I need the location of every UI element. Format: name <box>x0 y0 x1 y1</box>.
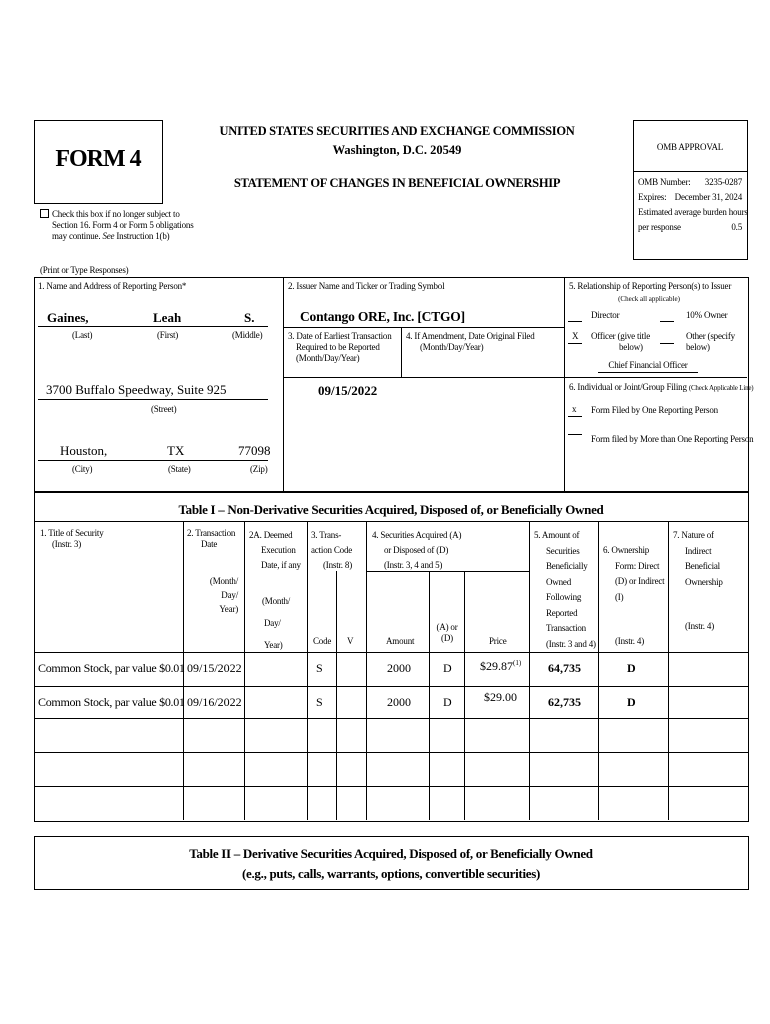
row-ownership-form[interactable]: D <box>627 695 636 709</box>
ten-pct-label: 10% Owner <box>686 310 728 320</box>
omb-burden-label-2: per response <box>638 222 681 232</box>
col-owned-header: 5. Amount of Securities Beneficially Owned Following Reported Transaction (Instr. 3 and 4) <box>534 530 596 649</box>
row-acquired-disposed[interactable]: D <box>443 661 452 675</box>
filing-more-person: Form filed by More than One Reporting Person <box>591 434 754 444</box>
earliest-date-label: 3. Date of Earliest Transaction Required to be Reported (Month/Day/Year) <box>288 331 392 363</box>
col-acquired-header: 4. Securities Acquired (A) or Disposed of (D) (Instr. 3, 4 and 5) <box>372 530 462 570</box>
table-two-subtitle: (e.g., puts, calls, warrants, options, convertible securities) <box>241 866 541 881</box>
middle-label: (Middle) <box>232 330 263 340</box>
issuer-name[interactable]: Contango ORE, Inc. [CTGO] <box>300 309 465 324</box>
col-code-sub: Code <box>313 636 332 646</box>
officer-mark[interactable]: X <box>572 331 579 341</box>
street-label: (Street) <box>151 404 177 414</box>
agency-location: Washington, D.C. 20549 <box>332 143 462 157</box>
row-code[interactable]: S <box>316 661 323 675</box>
officer-label: Officer (give title below) <box>591 331 651 352</box>
reporting-person-first[interactable]: Leah <box>153 310 182 325</box>
row-price[interactable]: $29.87$^{(1)}$ <box>480 659 522 673</box>
reporting-person-street[interactable]: 3700 Buffalo Speedway, Suite 925 <box>46 382 227 397</box>
relationship-sublabel: (Check all applicable) <box>618 295 680 303</box>
no-longer-subject-checkbox-text: Check this box if no longer subject to Section 16. Form 4 or Form 5 obligations may continue. See Instruction 1(b) <box>40 209 240 242</box>
earliest-date-value[interactable]: 09/15/2022 <box>318 383 378 398</box>
omb-burden-label: Estimated average burden hours <box>638 207 748 217</box>
other-label: Other (specify below) <box>686 331 735 352</box>
row-code[interactable]: S <box>316 695 323 709</box>
no-longer-subject-checkbox[interactable] <box>40 209 49 218</box>
filing-more-line[interactable] <box>568 434 582 435</box>
reporting-person-zip[interactable]: 77098 <box>238 443 271 458</box>
statement-title: STATEMENT OF CHANGES IN BENEFICIAL OWNERSHIP <box>233 176 561 190</box>
omb-expires-label: Expires: <box>638 192 667 202</box>
col-v-sub: V <box>347 636 354 646</box>
row-acquired-disposed[interactable]: D <box>443 695 452 709</box>
form-title: FORM 4 <box>55 146 141 172</box>
city-label: (City) <box>72 464 93 474</box>
row-owned[interactable]: 62,735 <box>548 695 581 709</box>
omb-box <box>633 120 748 260</box>
col-date-header: 2. Transaction Date <box>187 528 236 549</box>
amendment-label: 4. If Amendment, Date Original Filed (Month/Day/Year) <box>406 331 535 352</box>
row-transaction-date[interactable]: 09/15/2022 <box>187 661 242 675</box>
other-line[interactable] <box>660 343 674 344</box>
col-nature-header: 7. Nature of Indirect Beneficial Ownership <box>673 530 723 587</box>
row-ownership-form[interactable]: D <box>627 661 636 675</box>
reporting-person-middle[interactable]: S. <box>244 310 255 325</box>
col-code-header: 3. Trans- action Code (Instr. 8) <box>311 530 353 570</box>
filing-one-mark[interactable]: x <box>572 404 577 414</box>
row-transaction-date[interactable]: 09/16/2022 <box>187 695 242 709</box>
reporting-person-state[interactable]: TX <box>167 443 185 458</box>
row-amount[interactable]: 2000 <box>387 695 411 709</box>
director-label: Director <box>591 310 620 320</box>
row-amount[interactable]: 2000 <box>387 661 411 675</box>
row-owned[interactable]: 64,735 <box>548 661 581 675</box>
col-amount-sub: Amount <box>386 636 415 646</box>
table-two-title: Table II – Derivative Securities Acquired, Disposed of, or Beneficially Owned <box>189 846 593 861</box>
row-security-title[interactable]: Common Stock, par value $0.01 <box>38 695 185 709</box>
state-label: (State) <box>168 464 191 474</box>
print-note: (Print or Type Responses) <box>40 265 129 275</box>
ten-pct-line[interactable] <box>660 321 674 322</box>
row-price[interactable]: $29.00 <box>484 690 517 704</box>
omb-burden-value: 0.5 <box>731 222 742 232</box>
relationship-label: 5. Relationship of Reporting Person(s) to Issuer <box>569 281 732 291</box>
reporting-person-last[interactable]: Gaines, <box>47 310 89 325</box>
col-ownership-form-header: 6. Ownership Form: Direct (D) or Indirect (I) <box>603 545 665 602</box>
omb-number-label: OMB Number: <box>638 177 691 187</box>
row-security-title[interactable]: Common Stock, par value $0.01 <box>38 661 185 675</box>
omb-number-value: 3235-0287 <box>704 177 742 187</box>
last-label: (Last) <box>72 330 93 340</box>
officer-title[interactable]: Chief Financial Officer <box>608 360 688 370</box>
omb-expires-value: December 31, 2024 <box>674 192 742 202</box>
omb-title: OMB APPROVAL <box>656 142 724 152</box>
first-label: (First) <box>157 330 179 340</box>
col-nature-instr: (Instr. 4) <box>685 621 714 631</box>
col-deemed-header: 2A. Deemed Execution Date, if any <box>249 530 301 570</box>
col-title-header: 1. Title of Security (Instr. 3) <box>40 528 104 549</box>
reporting-person-city[interactable]: Houston, <box>60 443 108 458</box>
col-price-sub: Price <box>489 636 507 646</box>
col-date-header-format: (Month/ Day/ Year) <box>209 576 238 614</box>
filing-label: 6. Individual or Joint/Group Filing (Check Applicable Line) <box>569 382 754 392</box>
issuer-label: 2. Issuer Name and Ticker or Trading Symbol <box>288 281 445 291</box>
zip-label: (Zip) <box>250 464 268 474</box>
table-one-title: Table I – Non-Derivative Securities Acquired, Disposed of, or Beneficially Owned <box>178 502 604 517</box>
director-line[interactable] <box>568 321 582 322</box>
col-ad-sub: (A) or (D) <box>436 622 458 643</box>
col-ownership-form-instr: (Instr. 4) <box>615 636 644 646</box>
col-deemed-header-format: (Month/ Day/ Year) <box>262 596 291 650</box>
reporting-person-label: 1. Name and Address of Reporting Person* <box>38 281 187 291</box>
agency-name: UNITED STATES SECURITIES AND EXCHANGE COMMISSION <box>219 124 575 138</box>
filing-one-person: Form Filed by One Reporting Person <box>591 405 718 415</box>
